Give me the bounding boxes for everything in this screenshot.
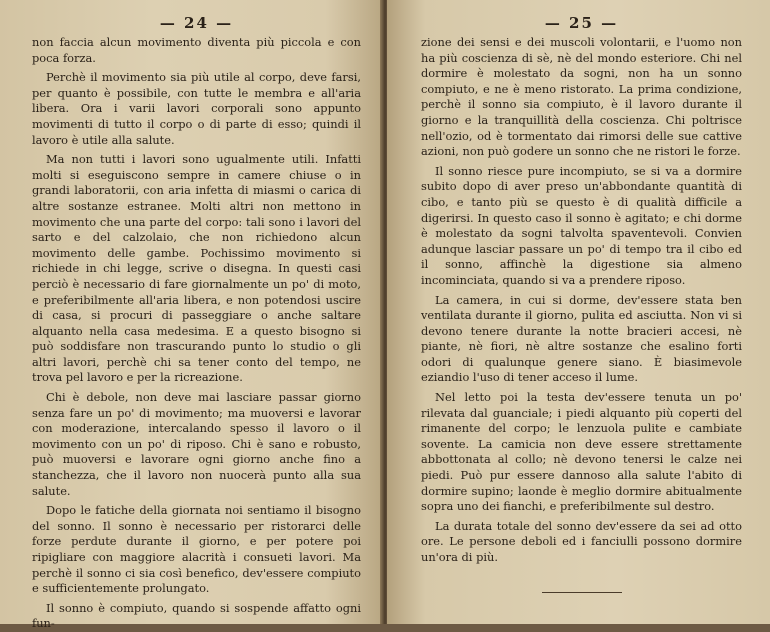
right-page	[387, 0, 770, 624]
left-page-text	[32, 35, 361, 632]
page-number-right: — 25 —	[544, 14, 619, 32]
paragraph: non faccia alcun movimento diventa più piccola e con poca forza.	[32, 35, 361, 65]
right-page-text	[421, 35, 742, 566]
paragraph: Dopo le fatiche della giornata noi sentiamo il bisogno del sonno. Il sonno è necessario per ristorarci delle forze perdute durante il giorno, e per potere poi ripigliare con maggiore alacrità i consueti lavori. Ma perchè il sonno ci sia così benefico, dev'essere compiuto e sufficientemente prolungato.	[32, 503, 361, 596]
paragraph: La camera, in cui si dorme, dev'essere stata ben ventilata durante il giorno, pulita ed asciutta. Non vi si devono tenere durante la notte bracieri accesi, nè piante, nè fiori, nè altre sostanze che esalino forti odori di qualunque genere siano. È biasimevole eziandio l'uso di tener acceso il lume.	[421, 292, 742, 385]
paragraph: zione dei sensi e dei muscoli volontarii, e l'uomo non ha più coscienza di sè, nè del mondo esteriore. Chi nel dormire è molestato da sogni, non ha un sonno compiuto, e ne è meno ristorato. La prima condizione, perchè il sonno sia compiuto, è il lavoro durante il giorno e la tranquillità della coscienza. Chi poltrisce nell'ozio, od è tormentato dai rimorsi delle sue cattive azioni, non può godere un sonno che ne ristori le forze.	[421, 35, 742, 159]
paragraph: Il sonno è compiuto, quando si sospende affatto ogni fun-	[32, 600, 361, 631]
left-page	[0, 0, 383, 631]
paragraph: Chi è debole, non deve mai lasciare passar giorno senza fare un po' di movimento; ma muoversi e lavorar con moderazione, intercalando spesso il lavoro o il movimento con un po' di riposo. Chi è sano e robusto, può muoversi e lavorare ogni giorno anche fino a stanchezza, che il lavoro non nuocerà punto alla sua salute.	[32, 390, 361, 498]
section-divider	[542, 592, 622, 593]
paragraph: La durata totale del sonno dev'essere da sei ad otto ore. Le persone deboli ed i fanciulli possono dormire un'ora di più.	[421, 518, 742, 564]
page-number-left: — 24 —	[159, 14, 234, 32]
paragraph: Perchè il movimento sia più utile al corpo, deve farsi, per quanto è possibile, con tutte le membra e all'aria libera. Ora i varii lavori corporali sono appunto movimenti di tutto il corpo o di parte di esso; quindi il lavoro è utile alla salute.	[32, 70, 361, 147]
paragraph: Il sonno riesce pure incompiuto, se si va a dormire subito dopo di aver preso un'abbondante quantità di cibo, e tanto più se questo è di qualità difficile a digerirsi. In questo caso il sonno è agitato; e chi dorme è molestato da sogni talvolta spaventevoli. Convien adunque lasciar passare un po' di tempo tra il cibo ed il sonno, affinchè la digestione sia almeno incominciata, quando si va a prendere riposo.	[421, 163, 742, 287]
paragraph: Nel letto poi la testa dev'essere tenuta un po' rilevata dal guanciale; i piedi alquanto più coperti del rimanente del corpo; le lenzuola pulite e cambiate sovente. La camicia non deve essere strettamente abbottonata al collo; nè devono tenersi le calze nei piedi. Può pur essere dannoso alla salute l'abito di dormire supino; laonde è meglio dormire abitualmente sopra uno dei fianchi, e preferibilmente sul destro.	[421, 390, 742, 514]
paragraph: Ma non tutti i lavori sono ugualmente utili. Infatti molti si eseguiscono sempre in camere chiuse o in grandi laboratorii, con aria infetta di miasmi o carica di altre sostanze estranee. Molti altri non mettono in movimento che una parte del corpo: tali sono i lavori del sarto e del calzolaio, che non richiedono alcun movimento delle gambe. Pochissimo movimento si richiede in chi legge, scrive o disegna. In questi casi perciò è necessario di fare giornalmente un po' di moto, e preferibilmente all'aria libera, e non potendosi uscire di casa, si procuri di passeggiare o anche saltare alquanto nella casa medesima. E a questo bisogno si può soddisfare non trascurando punto lo studio o gli altri lavori, perchè chi sa tener conto del tempo, ne trova pel lavoro e per la ricreazione.	[32, 152, 361, 385]
